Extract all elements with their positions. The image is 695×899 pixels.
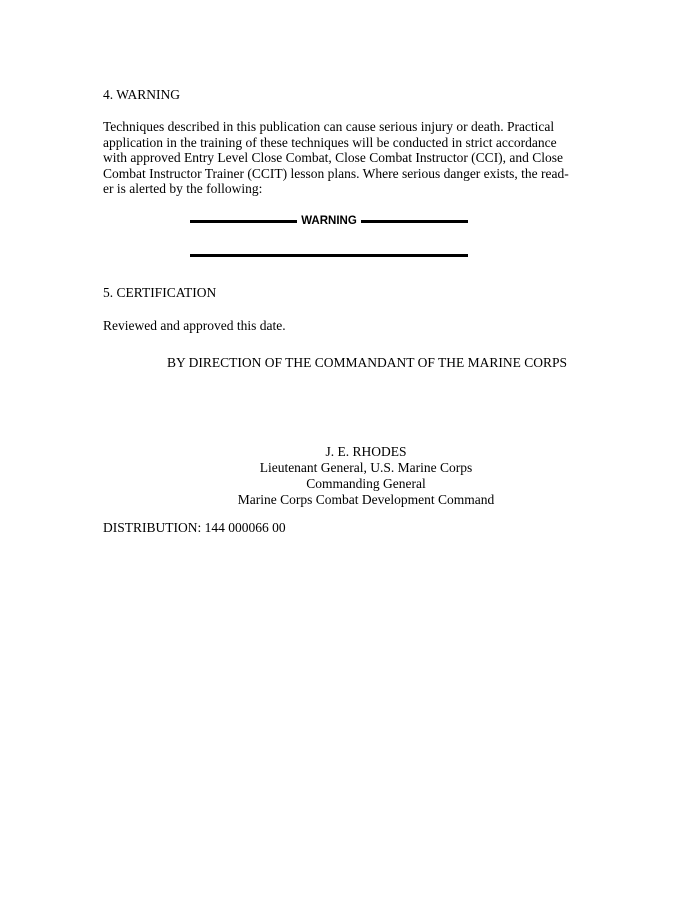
warning-rule-left — [190, 220, 297, 223]
by-direction-line: BY DIRECTION OF THE COMMANDANT OF THE MARINE CORPS — [167, 355, 568, 370]
signatory-title: Commanding General — [306, 476, 426, 491]
signatory-rank: Lieutenant General, U.S. Marine Corps — [259, 460, 473, 475]
warning-header — [190, 213, 468, 229]
warning-label: WARNING — [301, 215, 357, 227]
signatory-name: J. E. RHODES — [325, 444, 407, 459]
paragraph-line: application in the training of these techniques will be conducted in strict accordance — [103, 135, 557, 150]
signatory-command: Marine Corps Combat Development Command — [237, 492, 495, 507]
section-4-heading: 4. WARNING — [103, 87, 180, 102]
warning-rule-bottom — [190, 254, 468, 257]
warning-box — [190, 213, 468, 259]
warning-rule-right — [361, 220, 468, 223]
distribution-line: DISTRIBUTION: 144 000066 00 — [103, 520, 286, 535]
paragraph-line: with approved Entry Level Close Combat, Close Combat Instructor (CCI), and Close — [103, 150, 564, 165]
signature-block — [216, 444, 516, 508]
paragraph-line: Techniques described in this publication can cause serious injury or death. Practical — [103, 119, 555, 134]
reviewed-statement: Reviewed and approved this date. — [103, 318, 286, 333]
section-5-heading: 5. CERTIFICATION — [103, 285, 217, 300]
paragraph-line: er is alerted by the following: — [103, 181, 263, 196]
paragraph-line: Combat Instructor Trainer (CCIT) lesson plans. Where serious danger exists, the read- — [103, 166, 569, 181]
